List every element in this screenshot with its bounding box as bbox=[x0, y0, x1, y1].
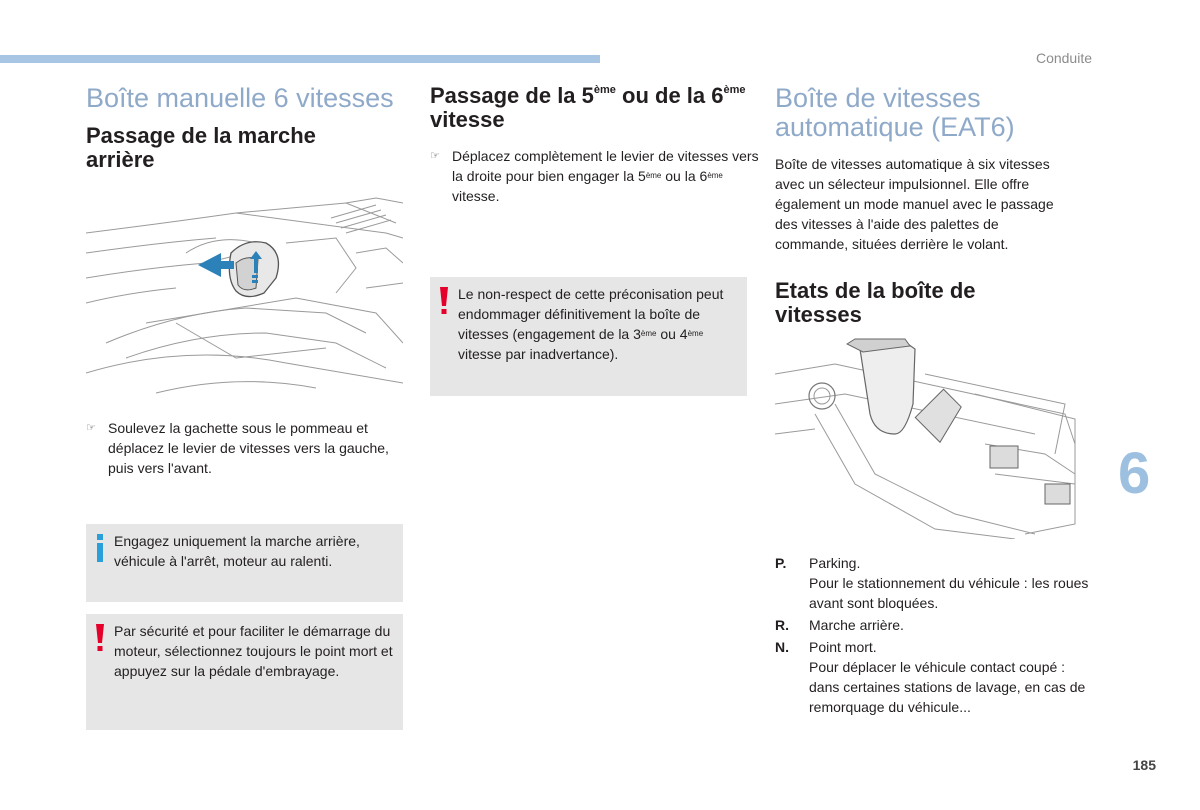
state-label: Point mort. bbox=[809, 639, 877, 655]
page-number: 185 bbox=[1132, 757, 1156, 773]
reverse-gear-instruction bbox=[86, 418, 398, 478]
reverse-gear-subtitle: Passage de la marche arrière bbox=[86, 123, 316, 172]
warning-box-clutch bbox=[86, 614, 403, 730]
warning-box-clutch-text: Par sécurité et pour faciliter le démarrage du moteur, sélectionnez toujours le point mort et appuyez sur la pédale d'embrayage. bbox=[114, 623, 393, 679]
state-description: Pour le stationnement du véhicule : les roues avant sont bloquées. bbox=[809, 575, 1089, 611]
manual-gear-lever-illustration bbox=[86, 193, 403, 405]
gearbox-states-subtitle: Etats de la boîte de vitesses bbox=[775, 278, 976, 327]
info-icon bbox=[95, 534, 105, 562]
pointing-hand-icon: ☞ bbox=[86, 422, 96, 434]
exclamation-icon bbox=[439, 287, 449, 315]
state-key: N. bbox=[775, 639, 789, 655]
automatic-gear-selector-illustration bbox=[775, 334, 1090, 539]
info-box-text: Engagez uniquement la marche arrière, véhicule à l'arrêt, moteur au ralenti. bbox=[114, 533, 360, 569]
column-automatic-gearbox bbox=[775, 84, 1095, 327]
automatic-gearbox-title: Boîte de vitesses automatique (EAT6) bbox=[775, 83, 1015, 142]
manual-gearbox-title: Boîte manuelle 6 vitesses bbox=[86, 83, 394, 113]
gearbox-states-list bbox=[775, 553, 1095, 719]
state-label: Parking. bbox=[809, 555, 861, 571]
warning-box-gearbox-text: Le non-respect de cette préconisation peut endommager définitivement la boîte de vitesses (engagement de la 3ème ou 4ème vitesse par inadvertance). bbox=[458, 286, 724, 362]
fifth-sixth-gear-title: Passage de la 5ème ou de la 6ème vitesse bbox=[430, 83, 746, 132]
header-accent-bar bbox=[0, 55, 600, 63]
section-title: Conduite bbox=[1035, 50, 1092, 66]
info-box bbox=[86, 524, 403, 602]
state-item-parking bbox=[775, 553, 1095, 613]
state-item-reverse bbox=[775, 615, 1095, 635]
pointing-hand-icon: ☞ bbox=[430, 150, 440, 162]
reverse-gear-instruction-text: Soulevez la gachette sous le pommeau et déplacez le levier de vitesses vers la gauche, puis vers l'avant. bbox=[108, 420, 389, 476]
state-key: P. bbox=[775, 555, 787, 571]
state-description: Pour déplacer le véhicule contact coupé : dans certaines stations de lavage, en cas de remorquage du véhicule... bbox=[809, 659, 1086, 715]
fifth-sixth-gear-instruction bbox=[430, 146, 762, 206]
column-manual-gearbox bbox=[86, 84, 406, 172]
state-label: Marche arrière. bbox=[809, 617, 904, 633]
automatic-gearbox-intro: Boîte de vitesses automatique à six vitesses avec un sélecteur impulsionnel. Elle offre également un mode manuel avec le passage des vitesses à l'aide des palettes de commande, situées derrière le volant. bbox=[775, 156, 1054, 252]
fifth-sixth-gear-instruction-text: Déplacez complètement le levier de vitesses vers la droite pour bien engager la 5ème ou la 6ème vitesse. bbox=[452, 148, 759, 204]
state-key: R. bbox=[775, 617, 789, 633]
state-item-neutral bbox=[775, 637, 1095, 717]
column-fifth-sixth-gear bbox=[430, 84, 748, 132]
warning-box-gearbox bbox=[430, 277, 747, 396]
chapter-number: 6 bbox=[1118, 441, 1151, 506]
exclamation-icon bbox=[95, 624, 105, 652]
